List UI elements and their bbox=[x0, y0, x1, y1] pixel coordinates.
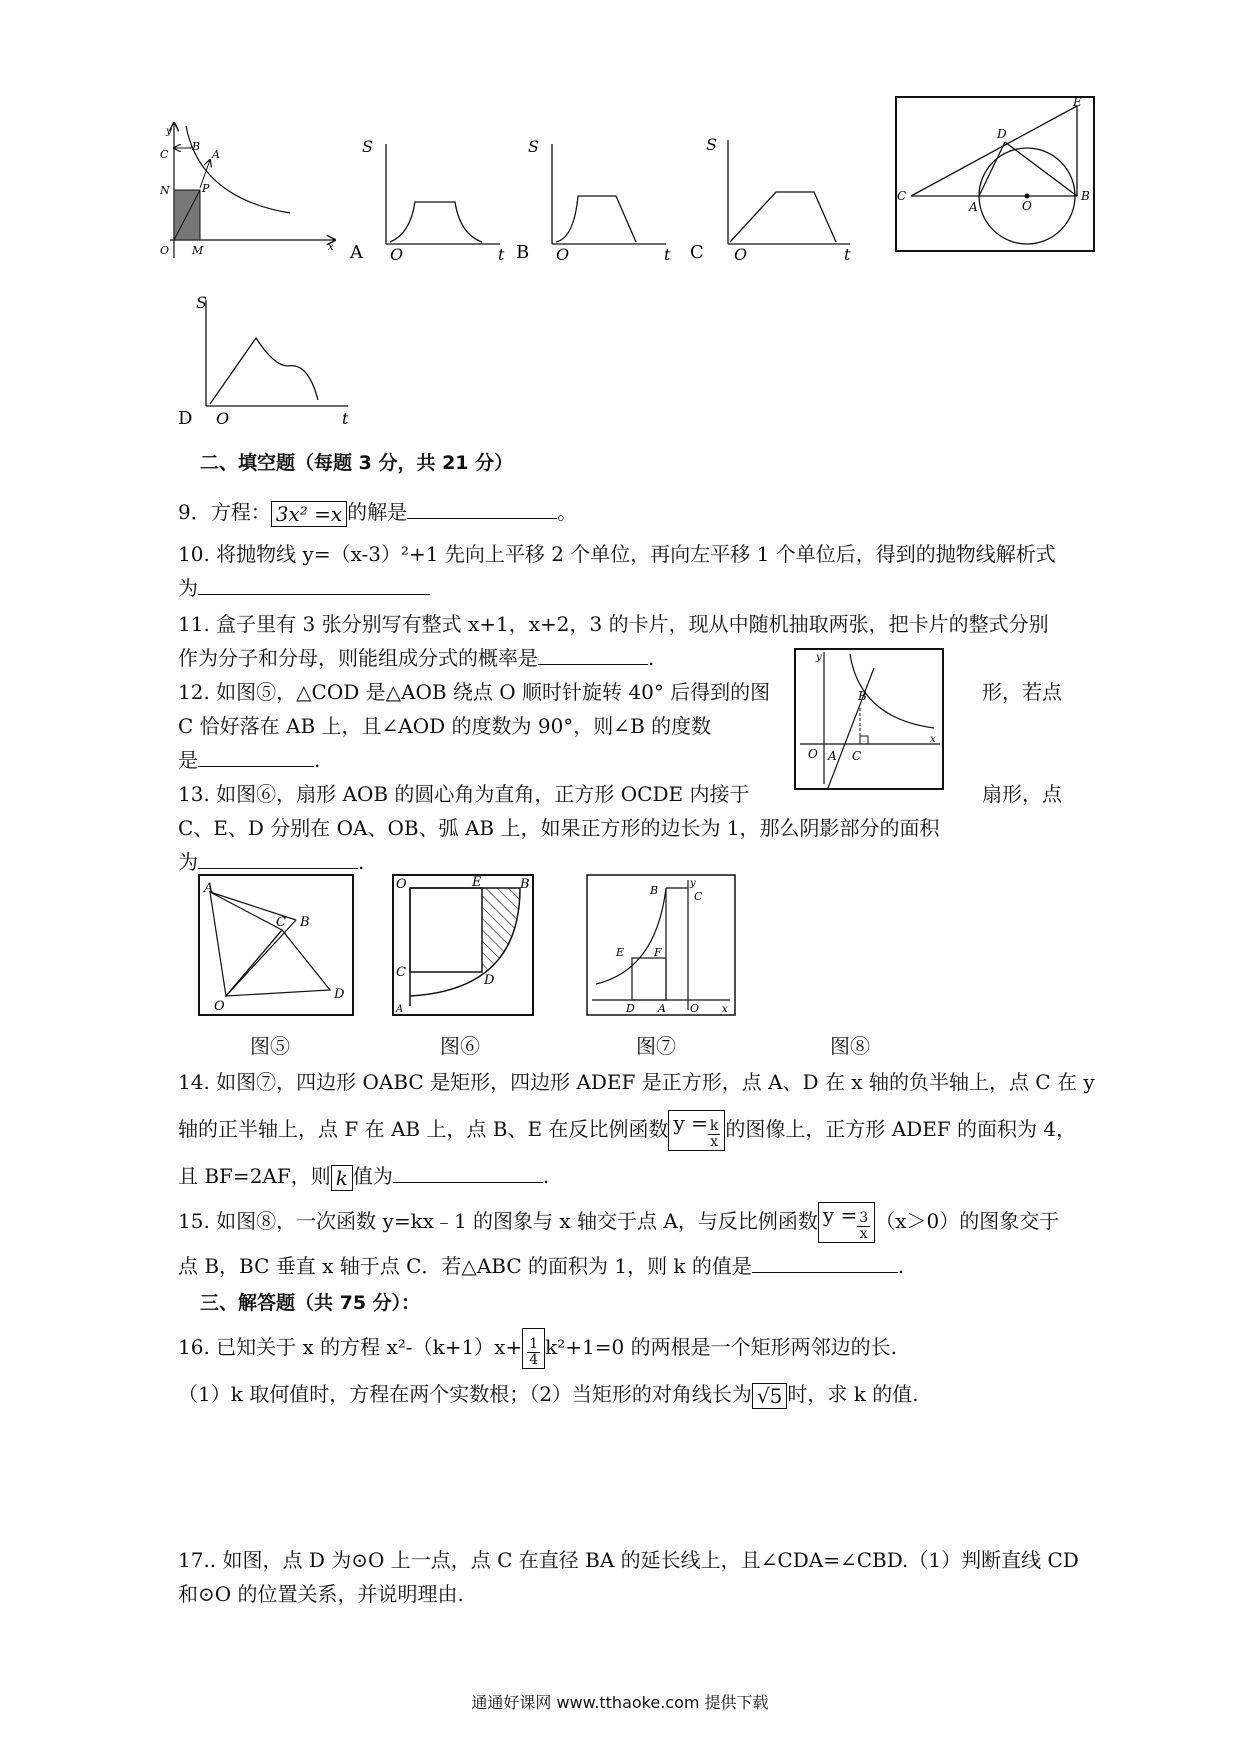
q16-fraction: $\frac{1}{4}$ bbox=[522, 1328, 545, 1369]
label-E: E bbox=[1073, 96, 1082, 109]
label-A: A bbox=[658, 1002, 666, 1015]
label-A: A bbox=[212, 148, 220, 161]
label-O: O bbox=[396, 877, 407, 892]
question-16-line1: 16. 已知关于 x 的方程 x²-（k+1）x+ $\frac{1}{4}$ k²+1=0 的两根是一个矩形两邻边的长. bbox=[178, 1328, 897, 1369]
label-O: O bbox=[1022, 199, 1032, 213]
label-A: A bbox=[204, 881, 214, 896]
axis-s: S bbox=[706, 135, 717, 154]
label-C: C bbox=[396, 965, 406, 980]
question-14-line1: 14. 如图⑦，四边形 OABC 是矩形，四边形 ADEF 是正方形，点 A、D 在 x 轴的负半轴上，点 C 在 y bbox=[178, 1070, 1095, 1094]
question-12-line1-tail: 形，若点 bbox=[982, 680, 1062, 704]
hyperbola-figure bbox=[160, 118, 340, 268]
section3-title: 三、解答题（共 75 分）： bbox=[200, 1292, 421, 1314]
axis-o: O bbox=[216, 409, 230, 428]
question-13-line2: C、E、D 分别在 OA、OB、弧 AB 上，如果正方形的边长为 1，那么阴影部分的面积 bbox=[178, 816, 940, 840]
label-y: y bbox=[690, 878, 696, 889]
hyperbola-line-figure bbox=[794, 648, 944, 790]
question-10-line2: 为 bbox=[178, 572, 430, 604]
q16-sqrt: √5 bbox=[752, 1383, 787, 1409]
label-D: D bbox=[484, 973, 495, 988]
question-17-line1: 17.. 如图，点 D 为⊙O 上一点，点 C 在直径 BA 的延长线上，且∠CDA=∠CBD.（1）判断直线 CD bbox=[178, 1548, 1079, 1572]
label-B: B bbox=[192, 140, 201, 153]
label-C: C bbox=[852, 749, 862, 763]
section2-title: 二、填空题（每题 3 分，共 21 分） bbox=[200, 452, 514, 474]
option-a-graph bbox=[350, 134, 510, 264]
label-O: O bbox=[690, 1002, 700, 1015]
label-y: y bbox=[166, 126, 172, 137]
answer-blank[interactable] bbox=[198, 572, 430, 595]
label-M: M bbox=[192, 244, 204, 257]
label-A: A bbox=[969, 200, 978, 214]
option-letter: B bbox=[516, 242, 530, 263]
question-15-line1: 15. 如图⑧，一次函数 y=kx﹣1 的图象与 x 轴交于点 A，与反比例函数 y = $\frac{3}{x}$ （x＞0）的图象交于 bbox=[178, 1203, 1060, 1242]
label-P: P bbox=[202, 182, 210, 195]
figure-5-caption: 图⑤ bbox=[250, 1034, 290, 1058]
question-12-line3: 是 . bbox=[178, 744, 320, 776]
question-11-line1: 11. 盒子里有 3 张分别写有整式 x+1，x+2，3 的卡片，现从中随机抽取两张，把卡片的整式分别 bbox=[178, 612, 1049, 636]
axis-t: t bbox=[498, 245, 505, 264]
question-10-line1: 10. 将抛物线 y=（x-3）²+1 先向上平移 2 个单位，再向左平移 1 个单位后，得到的抛物线解析式 bbox=[178, 542, 1056, 566]
axis-s: S bbox=[528, 137, 539, 156]
question-16-line2: （1）k 取何值时，方程在两个实数根；（2）当矩形的对角线长为 √5 时，求 k 的值. bbox=[178, 1382, 919, 1408]
footer-text: 通通好课网 www.tthaoke.com 提供下载 bbox=[471, 1693, 769, 1712]
figure-6 bbox=[392, 874, 534, 1016]
option-letter: A bbox=[350, 242, 363, 263]
label-B: B bbox=[520, 877, 530, 892]
label-x: x bbox=[930, 734, 936, 745]
question-9: 9．方程： 3x² =x 的解是 。 bbox=[178, 496, 577, 528]
figure-7-caption: 图⑦ bbox=[636, 1034, 676, 1058]
axis-s: S bbox=[362, 137, 373, 156]
question-17-line2: 和⊙O 的位置关系，并说明理由. bbox=[178, 1582, 464, 1606]
answer-blank[interactable] bbox=[198, 846, 358, 869]
q14-k-formula: k bbox=[331, 1165, 353, 1191]
label-B: B bbox=[858, 689, 867, 703]
axis-t: t bbox=[844, 245, 851, 264]
label-x: x bbox=[722, 1004, 728, 1015]
question-12-line1: 12. 如图⑤，△COD 是△AOB 绕点 O 顺时针旋转 40° 后得到的图 bbox=[178, 680, 771, 704]
option-d-graph bbox=[178, 290, 358, 430]
label-D: D bbox=[334, 987, 345, 1002]
option-letter: C bbox=[690, 242, 704, 263]
answer-blank[interactable] bbox=[198, 744, 314, 767]
label-F: F bbox=[654, 946, 662, 959]
figure-6-caption: 图⑥ bbox=[440, 1034, 480, 1058]
label-A: A bbox=[828, 749, 837, 763]
circle-tangent-figure bbox=[895, 96, 1095, 252]
label-B: B bbox=[1081, 189, 1090, 203]
option-letter: D bbox=[178, 408, 193, 429]
answer-blank[interactable] bbox=[538, 642, 648, 665]
label-O: O bbox=[808, 747, 818, 761]
label-N: N bbox=[160, 184, 170, 197]
answer-blank[interactable] bbox=[407, 496, 557, 519]
label-y: y bbox=[816, 652, 822, 663]
question-13-line3: 为 . bbox=[178, 846, 364, 878]
question-13-line1: 13. 如图⑥，扇形 AOB 的圆心角为直角，正方形 OCDE 内接于 bbox=[178, 782, 750, 806]
figure-8-caption: 图⑧ bbox=[830, 1034, 870, 1058]
question-15-line2: 点 B，BC 垂直 x 轴于点 C．若△ABC 的面积为 1，则 k 的值是 . bbox=[178, 1250, 904, 1282]
axis-t: t bbox=[342, 409, 349, 428]
figure-7 bbox=[586, 874, 736, 1016]
axis-o: O bbox=[390, 245, 404, 264]
question-14-line2: 轴的正半轴上，点 F 在 AB 上，点 B、E 在反比例函数 y = $\frac{k}{x}$ 的图像上，正方形 ADEF 的面积为 4， bbox=[178, 1111, 1077, 1150]
q9-formula: 3x² =x bbox=[271, 501, 347, 527]
label-x: x bbox=[328, 242, 334, 253]
label-B: B bbox=[650, 884, 659, 897]
label-A: A bbox=[396, 1004, 404, 1015]
label-O: O bbox=[214, 999, 225, 1014]
question-13-line1-tail: 扇形，点 bbox=[982, 782, 1062, 806]
label-E: E bbox=[472, 875, 482, 890]
option-b-graph bbox=[516, 134, 676, 264]
label-C: C bbox=[160, 148, 169, 161]
figure-5 bbox=[198, 874, 354, 1016]
label-O: O bbox=[160, 244, 170, 257]
label-C: C bbox=[276, 915, 286, 930]
axis-o: O bbox=[556, 245, 570, 264]
axis-t: t bbox=[664, 245, 671, 264]
label-B: B bbox=[300, 915, 310, 930]
question-11-line2: 作为分子和分母，则能组成分式的概率是 . bbox=[178, 642, 654, 674]
label-D: D bbox=[626, 1002, 635, 1015]
option-c-graph bbox=[690, 128, 860, 264]
axis-o: O bbox=[734, 245, 748, 264]
label-E: E bbox=[616, 946, 625, 959]
label-C: C bbox=[897, 189, 907, 203]
q15-formula: y = $\frac{3}{x}$ bbox=[818, 1202, 875, 1243]
axis-s: S bbox=[196, 293, 207, 312]
answer-blank[interactable] bbox=[752, 1250, 898, 1273]
label-D: D bbox=[997, 127, 1007, 141]
label-C: C bbox=[694, 890, 703, 903]
answer-blank[interactable] bbox=[393, 1160, 543, 1183]
question-12-line2: C 恰好落在 AB 上，且∠AOD 的度数为 90°，则∠B 的度数 bbox=[178, 714, 712, 738]
question-14-line3: 且 BF=2AF，则 k 值为 . bbox=[178, 1160, 549, 1192]
q14-formula: y = $\frac{k}{x}$ bbox=[668, 1110, 725, 1151]
